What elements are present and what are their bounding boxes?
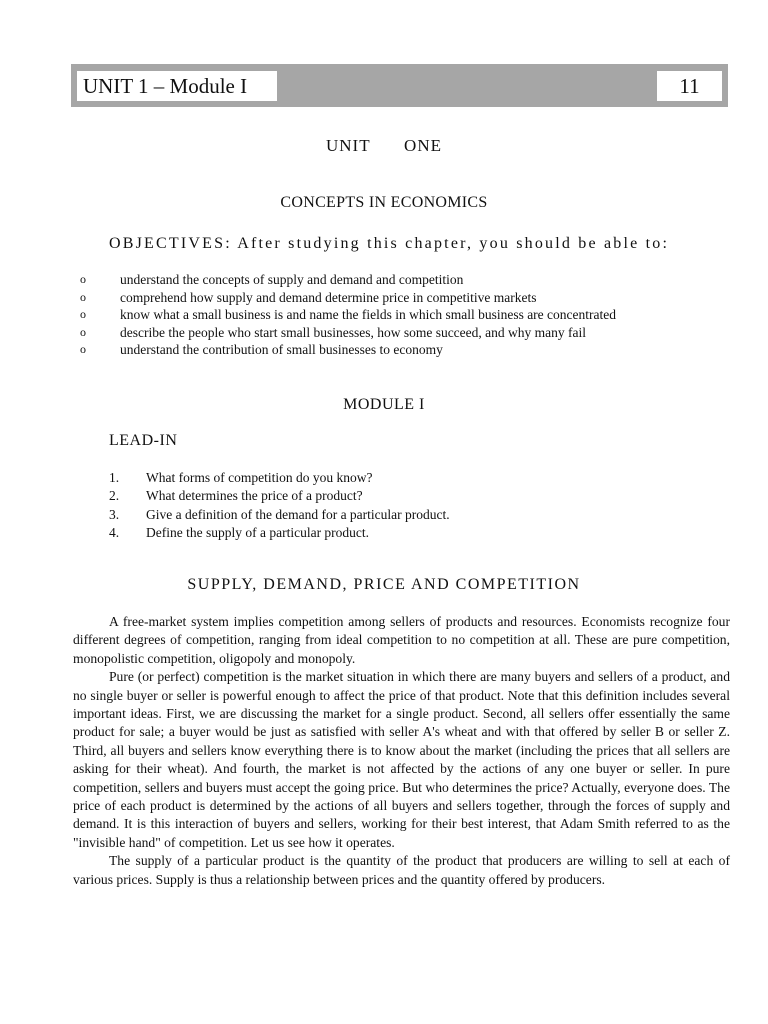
- lead-in-heading: LEAD-IN: [109, 432, 178, 449]
- question-text: Give a definition of the demand for a particular product.: [146, 506, 450, 522]
- chapter-title: CONCEPTS IN ECONOMICS: [280, 194, 488, 211]
- question-number: 1.: [109, 470, 120, 485]
- bullet-icon: o: [80, 272, 86, 286]
- objective-text: comprehend how supply and demand determine price in competitive markets: [120, 289, 537, 305]
- question-text: What determines the price of a product?: [146, 488, 363, 504]
- question-number: 3.: [109, 506, 120, 522]
- objective-text: understand the contribution of small businesses to economy: [120, 342, 443, 358]
- objective-text: know what a small business is and name the fields in which small business are concentrated: [120, 307, 617, 323]
- objective-text: understand the concepts of supply and demand and competition: [120, 272, 464, 287]
- objectives-heading: OBJECTIVES: After studying this chapter, you should be able to:: [109, 235, 670, 252]
- bullet-icon: o: [80, 307, 86, 322]
- objective-text: describe the people who start small businesses, how some succeed, and why many fail: [120, 324, 587, 340]
- unit-title: UNIT ONE: [326, 136, 442, 155]
- question-number: 4.: [109, 524, 120, 540]
- bullet-icon: o: [80, 324, 86, 339]
- paragraph: The supply of a particular product is the quantity of the product that producers are willing to sell at each of various prices. Supply is thus a relationship between prices and the quantity offered by producers.: [73, 853, 730, 887]
- question-text: Define the supply of a particular product.: [146, 524, 370, 540]
- bullet-icon: o: [80, 342, 86, 357]
- paragraph: A free-market system implies competition among sellers of products and resources. Economists recognize four different degrees of competition, ranging from ideal competition to no competition at all. These are pure competition, monopolistic competition, oligopoly and monopoly.: [73, 614, 730, 666]
- bullet-icon: o: [80, 289, 86, 304]
- question-number: 2.: [109, 488, 120, 504]
- body-text: [73, 613, 730, 889]
- page-number: 11: [657, 71, 722, 101]
- section-title: SUPPLY, DEMAND, PRICE AND COMPETITION: [187, 576, 581, 593]
- header-unit-label: UNIT 1 – Module I: [77, 71, 277, 101]
- question-text: What forms of competition do you know?: [146, 470, 373, 485]
- paragraph: Pure (or perfect) competition is the market situation in which there are many buyers and sellers of a product, and no single buyer or seller is powerful enough to affect the price of that product. Note that this definition includes several important ideas. First, we are discussing the market for a single product. Second, all sellers offer essentially the same product for sale; a buyer would be just as satisfied with seller A's wheat and with that offered by seller B or seller Z. Third, all buyers and sellers know everything there is to know about the market (including the prices that all sellers are asking for their wheat). And fourth, the market is not affected by the actions of any one buyer or seller. In pure competition, sellers and buyers must accept the going price. But who determines the price? Actually, everyone does. The price of each product is determined by the actions of all buyers and sellers together, through the forces of supply and demand. It is this interaction of buyers and sellers, working for their best interest, that Adam Smith referred to as the "invisible hand" of competition. Let us see how it operates.: [73, 669, 730, 850]
- module-title: MODULE I: [343, 396, 425, 413]
